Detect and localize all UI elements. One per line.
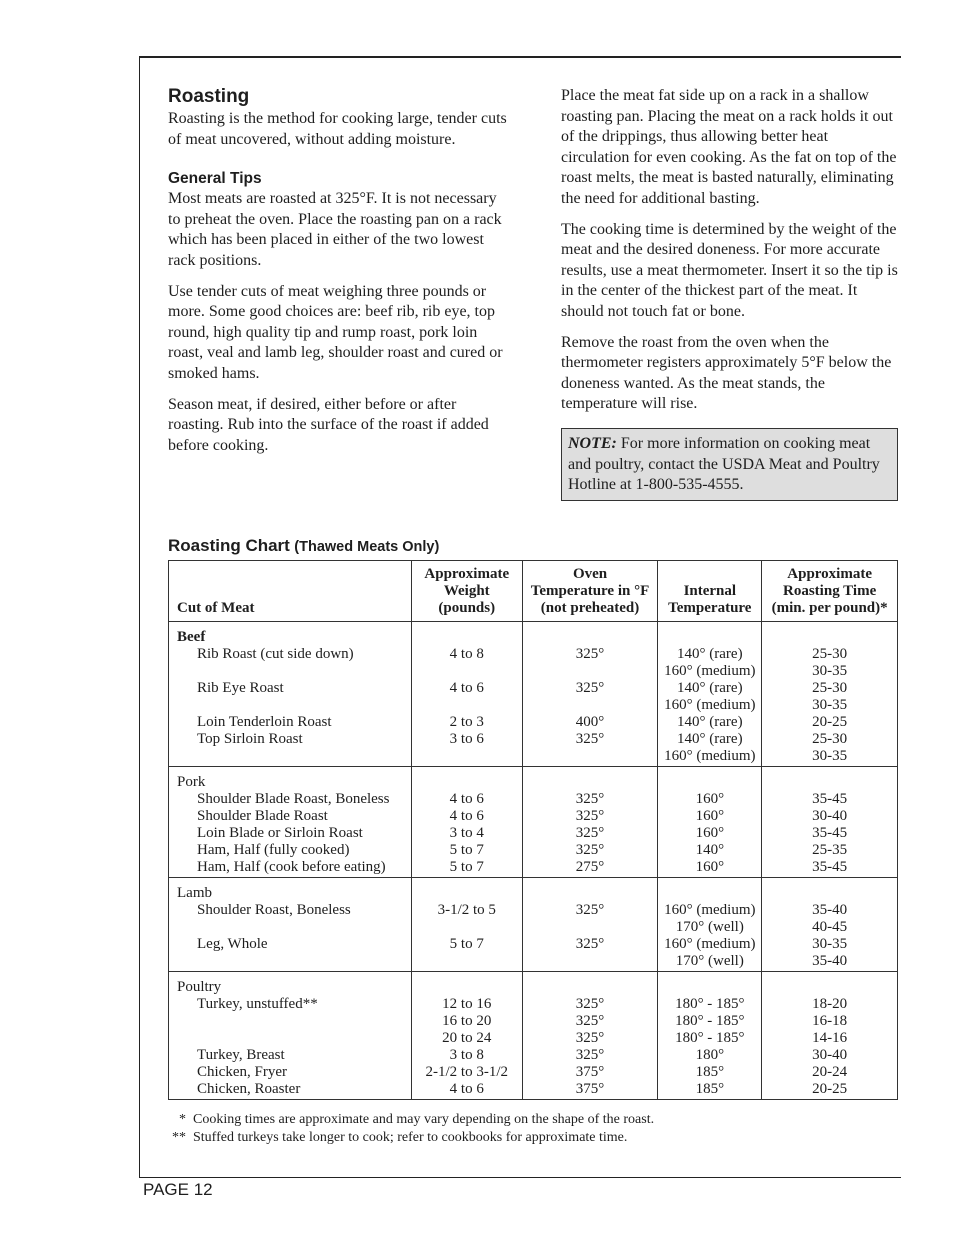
time-value: 16-18 (812, 1013, 848, 1029)
cut-value: Loin Tenderloin Roast (197, 714, 332, 730)
internal-value: 180° (695, 1047, 725, 1063)
oven-value (523, 919, 658, 936)
internal-value: 140° (rare) (677, 731, 743, 747)
time-value: 35-45 (812, 791, 848, 807)
weight-value: 4 to 6 (449, 680, 484, 696)
oven-value: 325° (575, 646, 605, 662)
cell-internal (658, 878, 762, 972)
group-name: Beef (177, 629, 206, 645)
weight-value: 2-1/2 to 3-1/2 (425, 1064, 509, 1080)
oven-value: 325° (575, 731, 605, 747)
oven-value: 400° (575, 714, 605, 730)
cell-internal (658, 972, 762, 1100)
cut-value: Chicken, Roaster (197, 1081, 301, 1097)
header-roasting-time: Approximate Roasting Time (min. per pound)* (762, 561, 898, 622)
time-value: 30-35 (812, 697, 848, 713)
internal-value: 160° (695, 808, 725, 824)
cut-value: Turkey, Breast (197, 1047, 285, 1063)
weight-value: 5 to 7 (449, 936, 484, 952)
internal-value: 160° (medium) (664, 902, 756, 918)
remove-roast-paragraph: Remove the roast from the oven when the thermometer registers approximately 5°F below the doneness wanted. As the meat stands, the temperature will rise. (561, 333, 892, 413)
time-value: 20-25 (812, 714, 848, 730)
tips-paragraph-2: Use tender cuts of meat weighing three pounds or more. Some good choices are: beef rib, rib eye, top round, high quality tip and rump roast, pork loin roast, veal and lamb leg, shoulder roast and cured or smoked hams. (168, 282, 503, 382)
cut-value (177, 953, 411, 970)
oven-value (523, 748, 658, 765)
oven-value: 325° (575, 936, 605, 952)
weight-value: 3 to 6 (449, 731, 484, 747)
time-value: 30-35 (812, 936, 848, 952)
cell-weight (411, 972, 522, 1100)
cell-internal (658, 622, 762, 767)
footnotes (172, 1111, 654, 1147)
cell-time (762, 878, 898, 972)
weight-value: 3-1/2 to 5 (437, 902, 496, 918)
weight-value: 4 to 6 (449, 791, 484, 807)
cell-cut (169, 972, 412, 1100)
table-group-row (169, 878, 898, 972)
weight-value: 4 to 6 (449, 1081, 484, 1097)
cut-value (177, 748, 411, 765)
cut-value: Shoulder Roast, Boneless (197, 902, 351, 918)
weight-value (412, 919, 522, 936)
table-group-row (169, 622, 898, 767)
cut-value: Turkey, unstuffed** (197, 996, 318, 1012)
usda-note-box (561, 428, 898, 501)
roasting-heading: Roasting (168, 86, 250, 107)
weight-value: 4 to 8 (449, 646, 484, 662)
frame-top-rule (139, 56, 901, 58)
chart-title-main: Roasting Chart (168, 536, 290, 555)
cut-value: Leg, Whole (197, 936, 268, 952)
internal-value: 180° - 185° (675, 1030, 745, 1046)
oven-value: 275° (575, 859, 605, 875)
internal-value: 160° (medium) (664, 936, 756, 952)
cut-value: Top Sirloin Roast (197, 731, 303, 747)
internal-value: 160° (medium) (664, 697, 756, 713)
weight-value (412, 697, 522, 714)
group-name: Pork (177, 774, 206, 790)
oven-value: 325° (575, 808, 605, 824)
group-name: Poultry (177, 979, 222, 995)
oven-value (523, 663, 658, 680)
header-weight: Approximate Weight (pounds) (411, 561, 522, 622)
oven-value: 325° (575, 680, 605, 696)
weight-value: 16 to 20 (442, 1013, 492, 1029)
oven-value: 375° (575, 1081, 605, 1097)
oven-value: 325° (575, 996, 605, 1012)
cut-value: Chicken, Fryer (197, 1064, 287, 1080)
time-value: 35-45 (812, 859, 848, 875)
cut-value: Ham, Half (cook before eating) (197, 859, 386, 875)
internal-value: 180° - 185° (675, 996, 745, 1012)
internal-value: 140° (rare) (677, 646, 743, 662)
internal-value: 160° (695, 791, 725, 807)
oven-value: 325° (575, 1030, 605, 1046)
time-value: 25-30 (812, 680, 848, 696)
right-column (561, 86, 898, 501)
rack-paragraph: Place the meat fat side up on a rack in a shallow roasting pan. Placing the meat on a rack holds it out of the drippings, thus allowing better heat circulation for even cooking. As the fat on top of the roast melts, the meat is basted naturally, eliminating the need for additional basting. (561, 87, 897, 207)
table-group-row (169, 972, 898, 1100)
internal-value: 140° (rare) (677, 714, 743, 730)
internal-value: 160° (695, 859, 725, 875)
cell-weight (411, 878, 522, 972)
header-oven-temperature: Oven Temperature in °F (not preheated) (522, 561, 658, 622)
internal-value: 140° (695, 842, 725, 858)
weight-value (412, 748, 522, 765)
frame-bottom-rule (139, 1177, 901, 1178)
cut-value: Shoulder Blade Roast (197, 808, 328, 824)
footnote-stuffed-turkeys: ** Stuffed turkeys take longer to cook; refer to cookbooks for approximate time. (172, 1130, 628, 1145)
cut-value: Shoulder Blade Roast, Boneless (197, 791, 390, 807)
note-text: For more information on cooking meat and poultry, contact the USDA Meat and Poultry Hotline at 1-800-535-4555. (568, 434, 880, 494)
time-value: 30-40 (812, 1047, 848, 1063)
weight-value: 20 to 24 (442, 1030, 492, 1046)
oven-value: 375° (575, 1064, 605, 1080)
header-internal-temperature: Internal Temperature (658, 561, 762, 622)
roasting-chart-table (168, 560, 898, 1100)
cut-value: Loin Blade or Sirloin Roast (197, 825, 363, 841)
cut-value (177, 919, 411, 936)
cell-time (762, 767, 898, 878)
oven-value: 325° (575, 791, 605, 807)
time-value: 20-24 (812, 1064, 848, 1080)
weight-value: 5 to 7 (449, 842, 484, 858)
cut-value (177, 697, 411, 714)
internal-value: 185° (695, 1064, 725, 1080)
header-cut-of-meat: Cut of Meat (169, 561, 412, 622)
cooking-time-paragraph: The cooking time is determined by the weight of the meat and the desired doneness. For more accurate results, use a meat thermometer. Insert it so the tip is in the center of the thickest part of the meat. It should not touch fat or bone. (561, 220, 898, 320)
frame-left-rule (139, 56, 140, 1178)
oven-value: 325° (575, 842, 605, 858)
oven-value: 325° (575, 825, 605, 841)
time-value: 14-16 (812, 1030, 848, 1046)
cell-oven (522, 878, 658, 972)
note-label: NOTE: (568, 434, 617, 452)
cell-weight (411, 622, 522, 767)
time-value: 18-20 (812, 996, 848, 1012)
internal-value: 160° (medium) (664, 663, 756, 679)
footnote-cooking-times: * Cooking times are approximate and may vary depending on the shape of the roast. (172, 1112, 655, 1127)
weight-value: 4 to 6 (449, 808, 484, 824)
left-column (168, 86, 513, 466)
oven-value: 325° (575, 1047, 605, 1063)
cell-cut (169, 878, 412, 972)
oven-value: 325° (575, 1013, 605, 1029)
weight-value: 3 to 8 (449, 1047, 484, 1063)
cut-value: Ham, Half (fully cooked) (197, 842, 350, 858)
cut-value (177, 1030, 411, 1047)
cut-value: Rib Roast (cut side down) (197, 646, 354, 662)
table-group-row (169, 767, 898, 878)
time-value: 25-35 (812, 842, 848, 858)
tips-paragraph-1: Most meats are roasted at 325°F. It is not necessary to preheat the oven. Place the roasting pan on a rack which has been placed in either of the two lowest rack positions. (168, 190, 502, 269)
oven-value (523, 697, 658, 714)
time-value: 25-30 (812, 731, 848, 747)
weight-value (412, 953, 522, 970)
tips-paragraph-3: Season meat, if desired, either before or after roasting. Rub into the surface of the roast if added before cooking. (168, 395, 489, 454)
time-value: 30-35 (812, 748, 848, 764)
cut-value: Rib Eye Roast (197, 680, 284, 696)
roasting-chart-title (168, 536, 439, 556)
oven-value: 325° (575, 902, 605, 918)
weight-value (412, 663, 522, 680)
internal-value: 140° (rare) (677, 680, 743, 696)
cut-value (177, 1013, 411, 1030)
weight-value: 2 to 3 (449, 714, 484, 730)
cell-cut (169, 767, 412, 878)
time-value: 40-45 (812, 919, 848, 935)
roasting-intro: Roasting is the method for cooking large, tender cuts of meat uncovered, without adding moisture. (168, 110, 507, 148)
internal-value: 185° (695, 1081, 725, 1097)
page-number: PAGE 12 (143, 1180, 213, 1199)
general-tips-heading: General Tips (168, 170, 262, 188)
cell-internal (658, 767, 762, 878)
cell-oven (522, 622, 658, 767)
time-value: 35-40 (812, 902, 848, 918)
cut-value (177, 663, 411, 680)
internal-value: 170° (well) (675, 953, 744, 969)
cell-oven (522, 972, 658, 1100)
internal-value: 180° - 185° (675, 1013, 745, 1029)
cell-cut (169, 622, 412, 767)
oven-value (523, 953, 658, 970)
cell-weight (411, 767, 522, 878)
cell-time (762, 972, 898, 1100)
time-value: 20-25 (812, 1081, 848, 1097)
time-value: 30-40 (812, 808, 848, 824)
internal-value: 170° (well) (675, 919, 744, 935)
internal-value: 160° (695, 825, 725, 841)
weight-value: 5 to 7 (449, 859, 484, 875)
chart-title-sub: (Thawed Meats Only) (294, 539, 440, 555)
table-header-row (169, 561, 898, 622)
internal-value: 160° (medium) (664, 748, 756, 764)
time-value: 30-35 (812, 663, 848, 679)
weight-value: 3 to 4 (449, 825, 484, 841)
weight-value: 12 to 16 (442, 996, 492, 1012)
time-value: 35-40 (812, 953, 848, 969)
time-value: 35-45 (812, 825, 848, 841)
group-name: Lamb (177, 885, 212, 901)
cell-oven (522, 767, 658, 878)
cell-time (762, 622, 898, 767)
time-value: 25-30 (812, 646, 848, 662)
